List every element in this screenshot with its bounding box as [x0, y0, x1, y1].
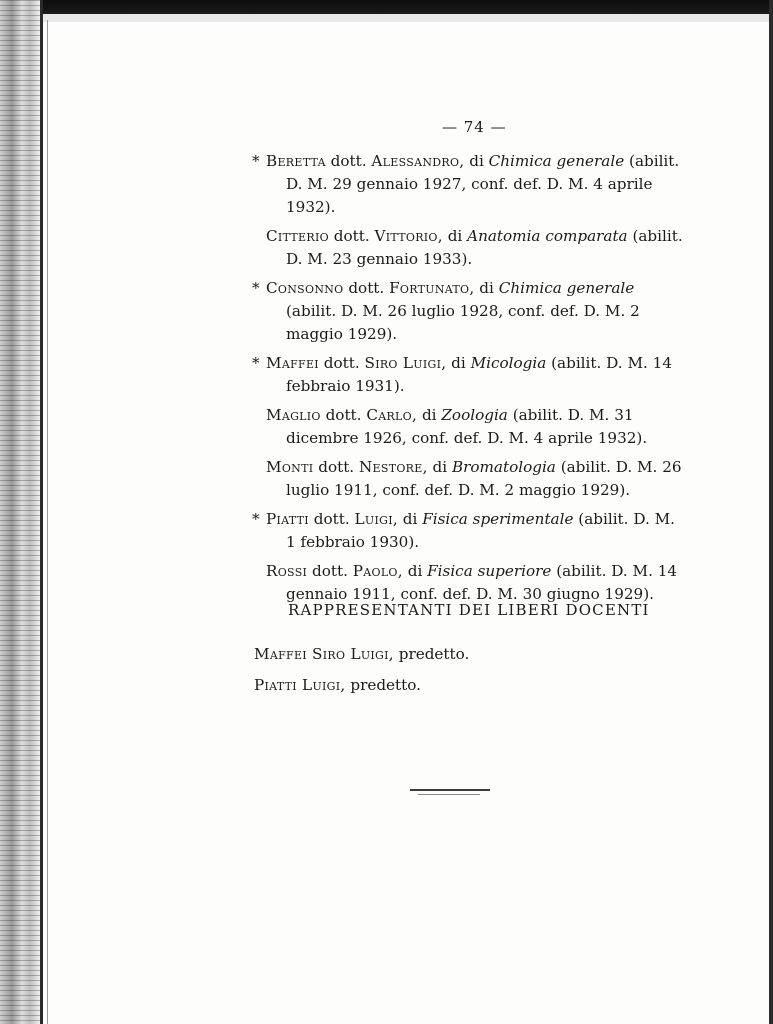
docent-surname: Consonno — [266, 279, 344, 297]
preposition: di — [479, 279, 494, 297]
docent-subject: Zoologia — [441, 406, 508, 424]
docent-given-name: Siro Luigi, — [364, 354, 447, 372]
page-top-edge — [40, 14, 773, 22]
docent-title: dott. — [312, 562, 348, 580]
representatives-list — [254, 643, 674, 705]
docent-subject: Chimica generale — [488, 152, 625, 170]
docent-surname: Maffei — [266, 354, 319, 372]
preposition: di — [432, 458, 448, 476]
docent-title: dott. — [333, 227, 370, 245]
docent-details: (abilit. D. M. 29 gennaio 1927, conf. def. D. M. 4 aprile 1932). — [286, 152, 680, 216]
docent-subject: Fisica sperimentale — [422, 510, 574, 528]
representative-entry — [254, 674, 674, 697]
docent-title: dott. — [323, 354, 360, 372]
docent-subject: Chimica generale — [498, 279, 635, 297]
docent-details: (abilit. D. M. 26 luglio 1928, conf. def. D. M. 2 maggio 1929). — [286, 302, 640, 343]
docent-details: (abilit. D. M. 14 gennaio 1911, conf. def. D. M. 30 giugno 1929). — [286, 562, 678, 603]
star-marker: * — [252, 152, 260, 170]
docent-subject: Anatomia comparata — [467, 227, 628, 245]
closing-rule-underline — [418, 794, 480, 795]
star-marker: * — [252, 279, 260, 297]
docent-surname: Piatti — [266, 510, 309, 528]
docent-details: (abilit. D. M. 23 gennaio 1933). — [286, 227, 683, 268]
docent-subject: Bromatologia — [451, 458, 556, 476]
spine-shadow-line — [47, 20, 48, 1024]
docent-entry — [248, 150, 688, 219]
docent-given-name: Alessandro, — [371, 152, 465, 170]
docent-given-name: Vittorio, — [374, 227, 443, 245]
star-marker: * — [252, 510, 260, 528]
star-marker: * — [252, 354, 260, 372]
docent-surname: Maglio — [266, 406, 321, 424]
closing-rule — [410, 789, 490, 791]
docent-surname: Citterio — [266, 227, 329, 245]
docent-title: dott. — [325, 406, 362, 424]
docent-entry — [248, 277, 688, 346]
preposition: di — [447, 227, 463, 245]
docent-entry — [248, 225, 688, 271]
docent-given-name: Luigi, — [354, 510, 398, 528]
preposition: di — [469, 152, 484, 170]
representative-note: predetto. — [398, 645, 470, 663]
preposition: di — [407, 562, 423, 580]
docent-entry — [248, 508, 688, 554]
docent-title: dott. — [313, 510, 350, 528]
docent-given-name: Carlo, — [366, 406, 418, 424]
docent-title: dott. — [348, 279, 385, 297]
docent-surname: Monti — [266, 458, 314, 476]
docent-subject: Fisica superiore — [427, 562, 552, 580]
representative-name: Piatti Luigi, — [254, 676, 346, 694]
representative-entry — [254, 643, 674, 666]
spine-line — [40, 0, 43, 1024]
representative-note: predetto. — [350, 676, 421, 694]
preposition: di — [421, 406, 437, 424]
book-binding-edge — [0, 0, 40, 1024]
docent-given-name: Nestore, — [358, 458, 428, 476]
section-heading: RAPPRESENTANTI DEI LIBERI DOCENTI — [288, 601, 650, 619]
docent-entry — [248, 456, 688, 502]
docent-surname: Beretta — [266, 152, 326, 170]
docent-given-name: Fortunato, — [389, 279, 475, 297]
docent-title: dott. — [318, 458, 355, 476]
docent-details: (abilit. D. M. 31 dicembre 1926, conf. def. D. M. 4 aprile 1932). — [286, 406, 648, 447]
docent-entry — [248, 352, 688, 398]
docent-details: (abilit. D. M. 1 febbraio 1930). — [286, 510, 675, 551]
docent-entry — [248, 404, 688, 450]
representative-name: Maffei Siro Luigi, — [254, 645, 394, 663]
docent-given-name: Paolo, — [352, 562, 403, 580]
docent-details: (abilit. D. M. 26 luglio 1911, conf. def. D. M. 2 maggio 1929). — [286, 458, 682, 499]
docent-title: dott. — [330, 152, 367, 170]
scan-right-border — [769, 0, 773, 1024]
docent-surname: Rossi — [266, 562, 308, 580]
preposition: di — [402, 510, 418, 528]
docent-list — [248, 150, 688, 612]
docent-entry — [248, 560, 688, 606]
docent-details: (abilit. D. M. 14 febbraio 1931). — [286, 354, 672, 395]
preposition: di — [451, 354, 466, 372]
page-number: — 74 — — [442, 118, 507, 136]
docent-subject: Micologia — [470, 354, 547, 372]
